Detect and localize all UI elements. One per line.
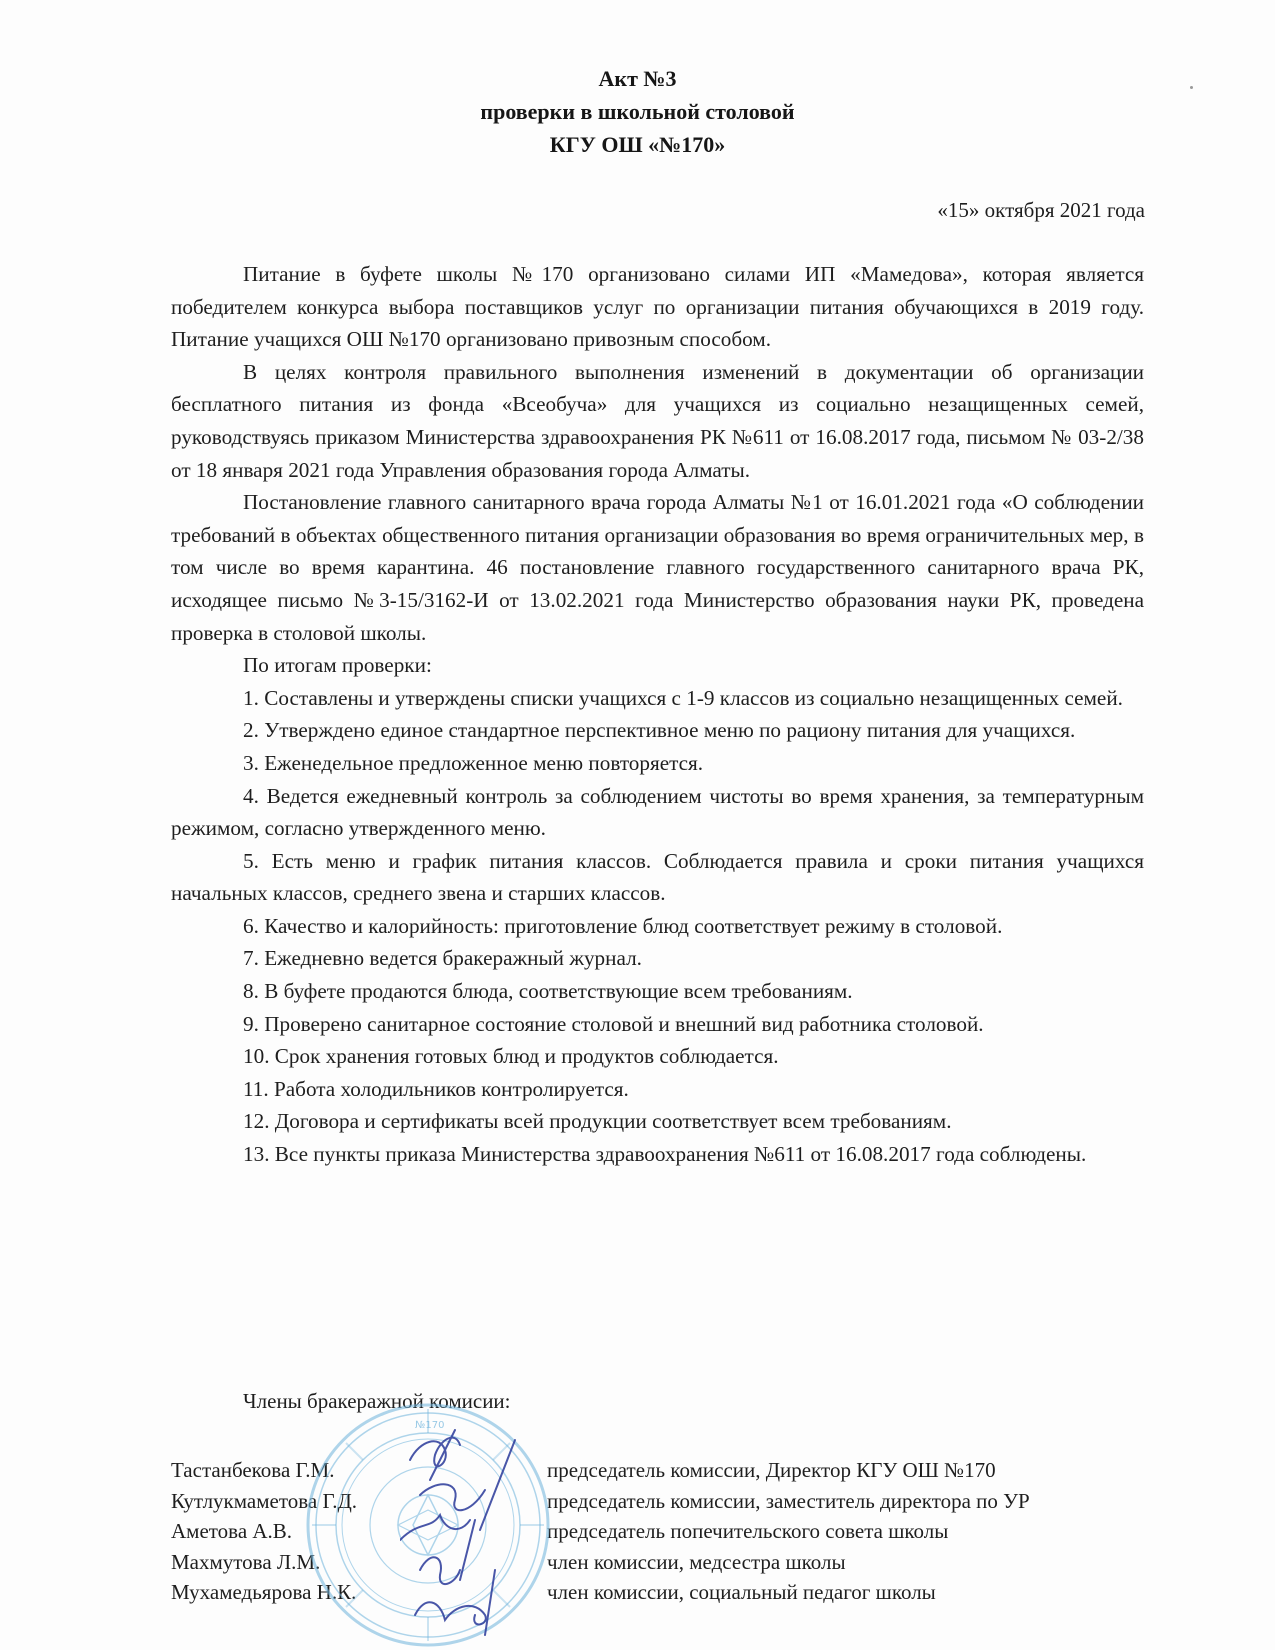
finding-item: 5. Есть меню и график питания классов. Соблюдается правила и сроки питания учащихся начальных классов, среднего звена и старших классов.	[171, 848, 1144, 906]
finding-item: 9. Проверено санитарное состояние столовой и внешний вид работника столовой.	[243, 1011, 984, 1036]
member-row	[171, 1516, 1030, 1547]
member-row	[171, 1455, 1030, 1486]
document-title	[0, 62, 1275, 161]
finding-item: 2. Утверждено единое стандартное перспективное меню по рациону питания для учащихся.	[243, 718, 1076, 743]
finding-item: 13. Все пункты приказа Министерства здравоохранения №611 от 16.08.2017 года соблюдены.	[243, 1142, 1087, 1167]
finding-item: 1. Составлены и утверждены списки учащихся с 1-9 классов из социально незащищенных семей.	[243, 685, 1123, 710]
member-role: председатель комиссии, заместитель директора по УР	[547, 1488, 1030, 1513]
document-body	[171, 258, 1144, 1171]
finding-item: 3. Еженедельное предложенное меню повторяется.	[243, 750, 704, 775]
paragraph-results-heading: По итогам проверки:	[243, 653, 432, 678]
member-row	[171, 1577, 1030, 1608]
member-role: председатель комиссии, Директор КГУ ОШ №170	[547, 1458, 996, 1482]
paragraph-intro: Питание в буфете школы №170 организовано силами ИП «Мамедова», которая является победителем конкурса выбора поставщиков услуг по организации питания обучающихся в 2019 году. Питание учащихся ОШ №170 организовано привозным способом.	[171, 262, 1144, 352]
member-role: член комиссии, медсестра школы	[547, 1549, 846, 1574]
finding-item: 10. Срок хранения готовых блюд и продуктов соблюдается.	[243, 1044, 779, 1069]
title-line-subject: проверки в школьной столовой	[480, 99, 795, 124]
paragraph-purpose: В целях контроля правильного выполнения изменений в документации об организации бесплатного питания из фонда «Всеобуча» для учащихся из социально незащищенных семей, руководствуясь приказом Министерства здравоохранения РК №611 от 16.08.2017 года, письмом № 03-2/38 от 18 января 2021 года Управления образования города Алматы.	[171, 359, 1144, 482]
member-name: Мухамедьярова Н.К.	[171, 1580, 357, 1604]
member-role: член комиссии, социальный педагог школы	[547, 1580, 936, 1604]
member-name: Аметова А.В.	[171, 1519, 293, 1543]
member-row	[171, 1547, 1030, 1578]
members-heading: Члены бракеражной комисии:	[243, 1389, 511, 1413]
finding-item: 6. Качество и калорийность: приготовление блюд соответствует режиму в столовой.	[243, 913, 1003, 938]
member-role: председатель попечительского совета школы	[547, 1519, 949, 1543]
members-list	[171, 1455, 1030, 1608]
member-name: Кутлукмаметова Г.Д.	[171, 1488, 358, 1513]
member-name: Махмутова Л.М.	[171, 1549, 321, 1574]
title-line-organization: КГУ ОШ «№170»	[549, 132, 726, 157]
finding-item: 11. Работа холодильников контролируется.	[243, 1076, 629, 1101]
finding-item: 4. Ведется ежедневный контроль за соблюдением чистоты во время хранения, за температурным режимом, согласно утвержденного меню.	[171, 783, 1144, 841]
scan-artifact	[1190, 86, 1193, 89]
member-name: Тастанбекова Г.М.	[171, 1458, 335, 1482]
member-row	[171, 1486, 1030, 1517]
findings-list	[171, 682, 1144, 1171]
finding-item: 7. Ежедневно ведется бракеражный журнал.	[243, 946, 642, 971]
finding-item: 8. В буфете продаются блюда, соответствующие всем требованиям.	[243, 979, 853, 1004]
stamp-number: №170	[415, 1420, 445, 1431]
paragraph-regulations: Постановление главного санитарного врача города Алматы №1 от 16.01.2021 года «О соблюдении требований в объектах общественного питания организации образования во время ограничительных мер, в том числе во время карантина. 46 постановление главного государственного санитарного врача РК, исходящее письмо №3-15/3162-И от 13.02.2021 года Министерство образования науки РК, проведена проверка в столовой школы.	[171, 490, 1144, 645]
finding-item: 12. Договора и сертификаты всей продукции соответствует всем требованиям.	[243, 1109, 952, 1134]
document-date: «15» октября 2021 года	[937, 198, 1145, 222]
title-line-act-number: Акт №3	[598, 66, 677, 91]
